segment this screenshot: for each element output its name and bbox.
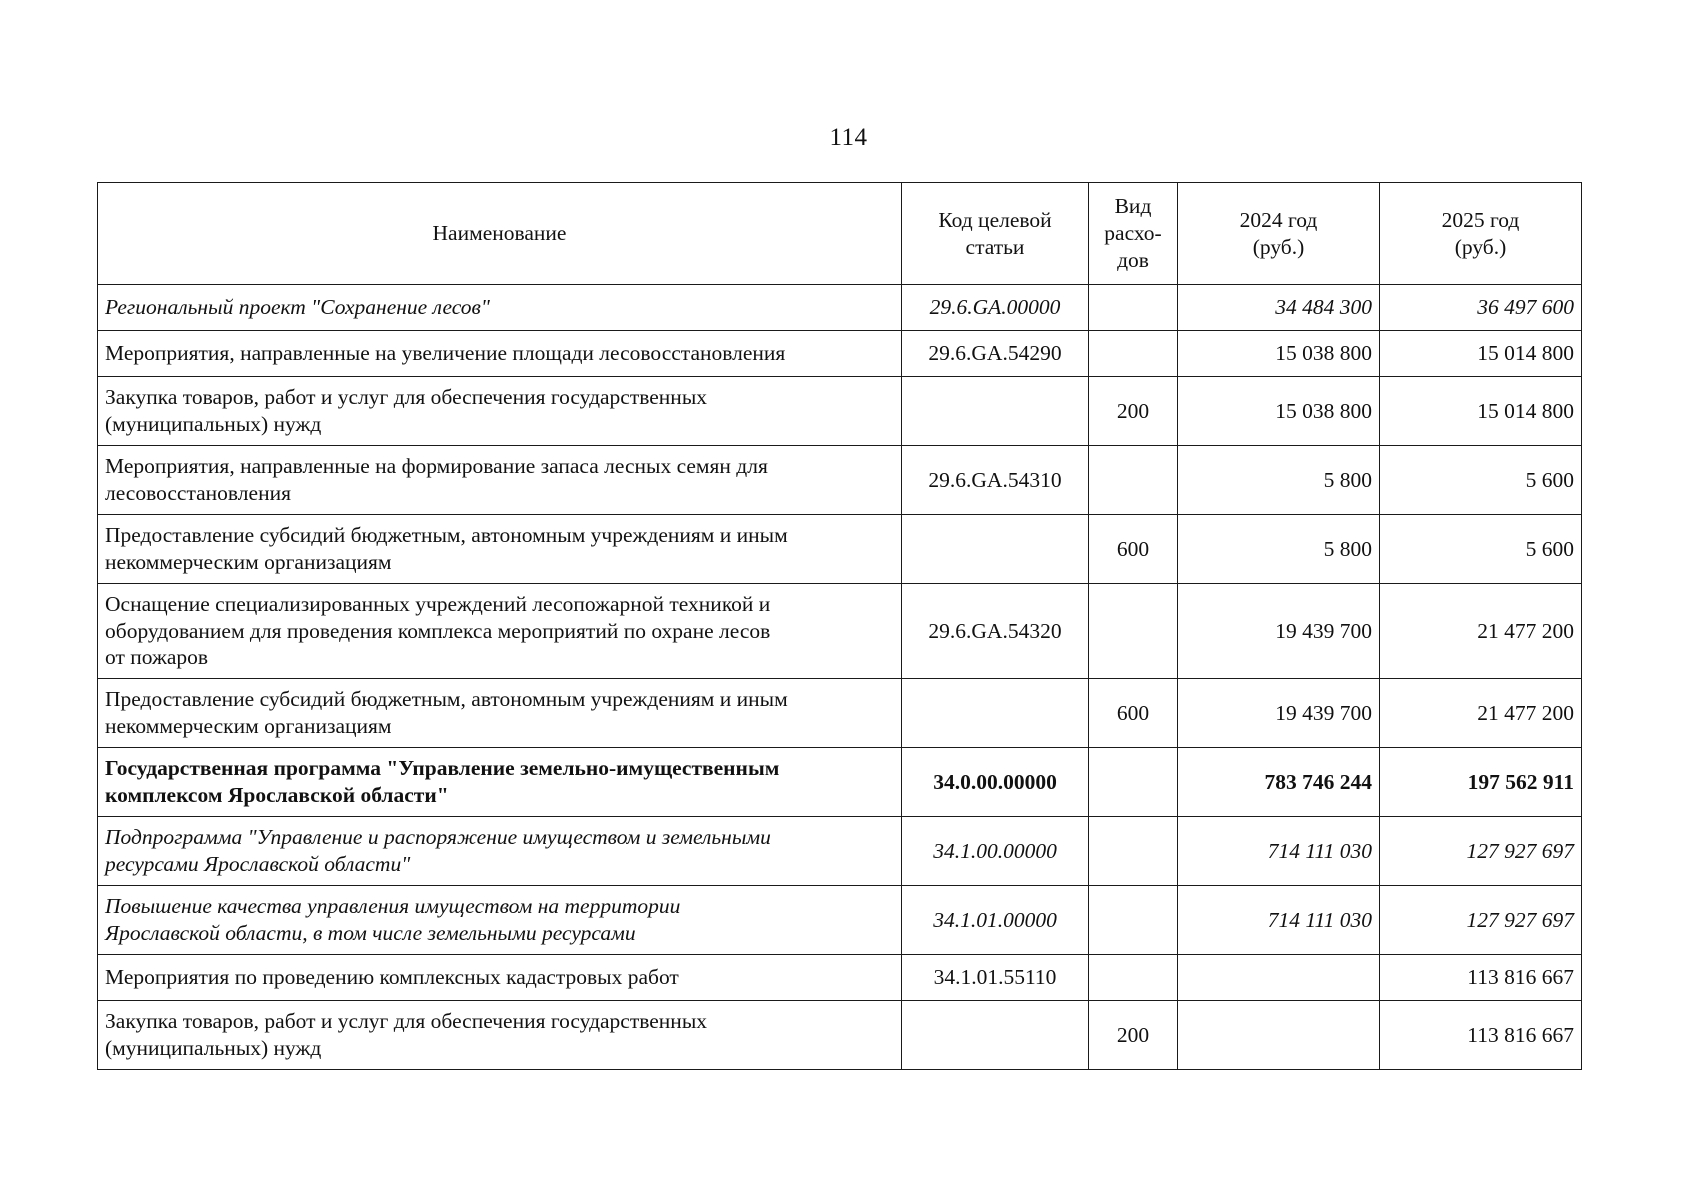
row-name — [98, 955, 902, 1001]
row-name — [98, 679, 902, 748]
row-code: 29.6.GA.54290 — [902, 331, 1089, 377]
row-amount-2024: 19 439 700 — [1178, 584, 1380, 679]
table-row — [98, 377, 1582, 446]
row-name-line: (муниципальных) нужд — [105, 1036, 322, 1060]
row-code: 29.6.GA.54310 — [902, 446, 1089, 515]
row-expense-type — [1089, 331, 1178, 377]
row-name-line: Повышение качества управления имуществом на территории — [105, 894, 681, 919]
table-row — [98, 331, 1582, 377]
row-name-line: Предоставление субсидий бюджетным, автономным учреждениям и иным — [105, 523, 788, 548]
table-row — [98, 817, 1582, 886]
header-2024-line: 2024 год — [1239, 207, 1318, 232]
row-amount-2024 — [1178, 955, 1380, 1001]
header-2024 — [1178, 183, 1380, 285]
row-amount-2024: 5 800 — [1178, 515, 1380, 584]
row-name-line: некоммерческим организациям — [105, 714, 392, 738]
row-expense-type — [1089, 285, 1178, 331]
row-code: 29.6.GA.00000 — [902, 285, 1089, 331]
row-name-line: Региональный проект "Сохранение лесов" — [105, 295, 490, 320]
row-code: 34.1.01.55110 — [902, 955, 1089, 1001]
row-amount-2025: 113 816 667 — [1380, 1001, 1582, 1070]
header-name-text: Наименование — [432, 221, 567, 246]
row-name-line: комплексом Ярославской области" — [105, 783, 449, 807]
header-type-line: Вид — [1114, 194, 1152, 219]
header-2025 — [1380, 183, 1582, 285]
row-code — [902, 377, 1089, 446]
row-expense-type: 200 — [1089, 377, 1178, 446]
header-code-line: Код целевой — [938, 207, 1052, 232]
row-name-line: Предоставление субсидий бюджетным, автономным учреждениям и иным — [105, 687, 788, 712]
row-name-line: ресурсами Ярославской области" — [105, 852, 411, 876]
row-name-line: от пожаров — [105, 645, 209, 670]
row-name-line: Мероприятия, направленные на увеличение площади лесовосстановления — [105, 341, 786, 366]
row-amount-2024: 783 746 244 — [1178, 748, 1380, 817]
row-expense-type — [1089, 886, 1178, 955]
row-amount-2025: 5 600 — [1380, 446, 1582, 515]
row-amount-2025: 36 497 600 — [1380, 285, 1582, 331]
row-name-line: Закупка товаров, работ и услуг для обеспечения государственных — [105, 385, 708, 410]
header-type-line: расхо- — [1104, 221, 1162, 246]
row-name-line: лесовосстановления — [105, 481, 291, 505]
row-name — [98, 331, 902, 377]
row-amount-2025: 21 477 200 — [1380, 584, 1582, 679]
row-name-line: некоммерческим организациям — [105, 550, 392, 574]
row-expense-type — [1089, 446, 1178, 515]
row-amount-2025: 15 014 800 — [1380, 377, 1582, 446]
row-code: 34.1.01.00000 — [902, 886, 1089, 955]
row-name — [98, 446, 902, 515]
budget-table — [97, 182, 1582, 1070]
table-row — [98, 748, 1582, 817]
row-amount-2025: 127 927 697 — [1380, 886, 1582, 955]
header-expense-type — [1089, 183, 1178, 285]
header-name — [98, 183, 902, 285]
table-row — [98, 886, 1582, 955]
row-code — [902, 679, 1089, 748]
table-row — [98, 955, 1582, 1001]
header-2025-line: (руб.) — [1454, 234, 1507, 259]
row-name — [98, 748, 902, 817]
table-row — [98, 446, 1582, 515]
row-amount-2024 — [1178, 1001, 1380, 1070]
row-name — [98, 1001, 902, 1070]
table-row — [98, 1001, 1582, 1070]
table-header-row — [98, 183, 1582, 285]
header-2025-line: 2025 год — [1441, 207, 1520, 232]
row-name-line: Мероприятия, направленные на формирование запаса лесных семян для — [105, 454, 768, 479]
row-name-line: Государственная программа "Управление земельно-имущественным — [105, 756, 780, 781]
row-name-line: Оснащение специализированных учреждений лесопожарной техникой и — [105, 591, 771, 616]
row-expense-type: 600 — [1089, 515, 1178, 584]
row-name-line: Подпрограмма "Управление и распоряжение имуществом и земельными — [105, 825, 771, 850]
row-name — [98, 515, 902, 584]
header-code — [902, 183, 1089, 285]
row-name-line: Мероприятия по проведению комплексных кадастровых работ — [105, 965, 679, 990]
header-2024-line: (руб.) — [1252, 234, 1305, 259]
header-type-line: дов — [1117, 247, 1149, 272]
row-name — [98, 377, 902, 446]
row-code: 29.6.GA.54320 — [902, 584, 1089, 679]
row-name — [98, 584, 902, 679]
header-code-line: статьи — [965, 234, 1025, 259]
row-amount-2025: 15 014 800 — [1380, 331, 1582, 377]
row-expense-type: 200 — [1089, 1001, 1178, 1070]
row-name — [98, 817, 902, 886]
row-expense-type: 600 — [1089, 679, 1178, 748]
row-amount-2024: 34 484 300 — [1178, 285, 1380, 331]
table-row — [98, 679, 1582, 748]
table-row — [98, 285, 1582, 331]
row-name-line: Закупка товаров, работ и услуг для обеспечения государственных — [105, 1009, 708, 1034]
page-number: 114 — [829, 124, 868, 151]
row-amount-2024: 5 800 — [1178, 446, 1380, 515]
row-amount-2025: 197 562 911 — [1380, 748, 1582, 817]
row-amount-2025: 127 927 697 — [1380, 817, 1582, 886]
row-amount-2024: 714 111 030 — [1178, 886, 1380, 955]
row-code — [902, 1001, 1089, 1070]
row-expense-type — [1089, 748, 1178, 817]
row-code: 34.0.00.00000 — [902, 748, 1089, 817]
row-name-line: Ярославской области, в том числе земельными ресурсами — [105, 921, 636, 945]
row-name-line: (муниципальных) нужд — [105, 412, 322, 436]
row-name — [98, 285, 902, 331]
row-amount-2025: 5 600 — [1380, 515, 1582, 584]
row-amount-2024: 15 038 800 — [1178, 377, 1380, 446]
row-amount-2024: 15 038 800 — [1178, 331, 1380, 377]
row-expense-type — [1089, 817, 1178, 886]
row-amount-2025: 21 477 200 — [1380, 679, 1582, 748]
table-row — [98, 515, 1582, 584]
row-amount-2024: 19 439 700 — [1178, 679, 1380, 748]
row-name-line: оборудованием для проведения комплекса мероприятий по охране лесов — [105, 618, 771, 643]
table-row — [98, 584, 1582, 679]
row-code — [902, 515, 1089, 584]
row-code: 34.1.00.00000 — [902, 817, 1089, 886]
row-amount-2024: 714 111 030 — [1178, 817, 1380, 886]
row-amount-2025: 113 816 667 — [1380, 955, 1582, 1001]
row-expense-type — [1089, 584, 1178, 679]
row-name — [98, 886, 902, 955]
row-expense-type — [1089, 955, 1178, 1001]
